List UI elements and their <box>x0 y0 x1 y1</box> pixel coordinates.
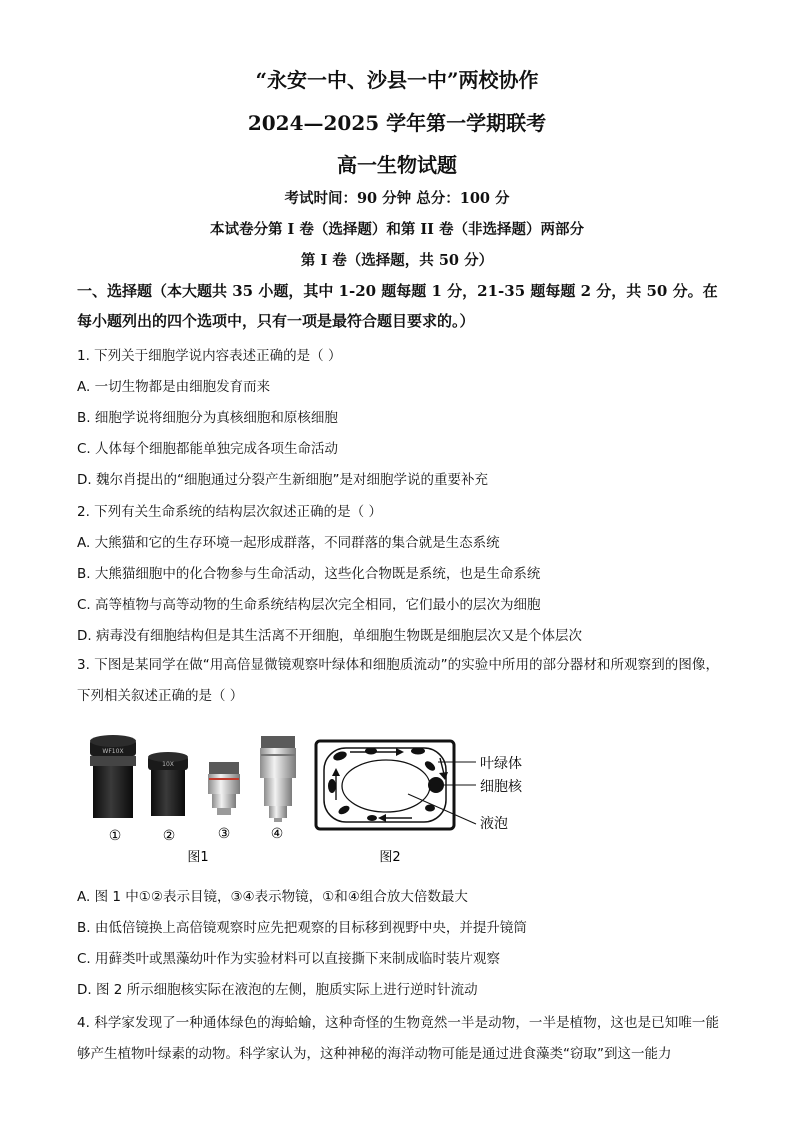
fig2-caption: 图2 <box>379 850 401 865</box>
fig2-label-chloroplast: 叶绿体 <box>480 756 522 772</box>
question-2-option-a: A. 大熊猫和它的生存环境一起形成群落，不同群落的集合就是生态系统 <box>77 535 500 551</box>
eyepiece-1-text: WF10X <box>102 748 124 755</box>
question-3-option-d: D. 图 2 所示细胞核实际在液泡的左侧，胞质实际上进行逆时针流动 <box>77 982 478 998</box>
exam-info: 考试时间：90 分钟 总分：100 分 <box>284 190 510 207</box>
figure-svg <box>78 728 548 868</box>
question-1-option-c: C. 人体每个细胞都能单独完成各项生命活动 <box>77 441 339 457</box>
section1-instructions: 一、选择题（本大题共 35 小题，其中 1-20 题每题 1 分，21-35 题每题 2 分，共 50 分。在每小题列出的四个选项中，只有一项是最符合题目要求的。） <box>77 282 718 330</box>
question-3-option-c: C. 用藓类叶或黑藻幼叶作为实验材料可以直接撕下来制成临时装片观察 <box>77 951 501 967</box>
fig1-label-2: ② <box>162 828 176 844</box>
question-2-option-d: D. 病毒没有细胞结构但是其生活离不开细胞，单细胞生物既是细胞层次又是个体层次 <box>77 628 582 644</box>
question-1-option-b: B. 细胞学说将细胞分为真核细胞和原核细胞 <box>77 410 338 426</box>
plant-cell-diagram <box>316 741 476 829</box>
paper-parts: 本试卷分第 I 卷（选择题）和第 II 卷（非选择题）两部分 <box>209 221 585 238</box>
question-2-stem: 2. 下列有关生命系统的结构层次叙述正确的是（ ） <box>77 504 382 520</box>
exam-title-term: 2024—2025 学年第一学期联考 <box>247 111 547 135</box>
question-1-option-d: D. 魏尔肖提出的“细胞通过分裂产生新细胞”是对细胞学说的重要补充 <box>77 472 488 488</box>
fig2-label-vacuole: 液泡 <box>480 816 508 832</box>
objective-4-image <box>260 736 296 822</box>
question-3-option-b: B. 由低倍镜换上高倍镜观察时应先把观察的目标移到视野中央，并提升镜筒 <box>77 920 527 936</box>
question-2-option-b: B. 大熊猫细胞中的化合物参与生命活动，这些化合物既是系统，也是生命系统 <box>77 566 541 582</box>
question-4-stem: 4. 科学家发现了一种通体绿色的海蛤蝓，这种奇怪的生物竟然一半是动物，一半是植物，这也是已知唯一能够产生植物叶绿素的动物。科学家认为，这种神秘的海洋动物可能是通过进食藻类“窃取”到这一能力 <box>77 1015 719 1062</box>
objective-3-image <box>208 762 240 815</box>
question-3-option-a: A. 图 1 中①②表示目镜，③④表示物镜，①和④组合放大倍数最大 <box>77 889 468 905</box>
eyepiece-2-text: 10X <box>162 761 174 768</box>
fig1-label-3: ③ <box>217 826 231 842</box>
fig1-label-4: ④ <box>270 826 284 842</box>
fig1-label-1: ① <box>108 828 122 844</box>
fig1-caption: 图1 <box>187 850 209 865</box>
fig2-label-nucleus: 细胞核 <box>480 779 522 795</box>
part1-title: 第 I 卷（选择题，共 50 分） <box>300 252 494 269</box>
question-3-stem: 3. 下图是某同学在做“用高倍显微镜观察叶绿体和细胞质流动”的实验中所用的部分器材和所观察到的图像，下列相关叙述正确的是（ ） <box>77 657 719 704</box>
exam-title-subject: 高一生物试题 <box>337 153 457 177</box>
eyepiece-1-image <box>90 735 136 818</box>
question-1-stem: 1. 下列关于细胞学说内容表述正确的是（ ） <box>77 348 342 364</box>
exam-title-schools: “永安一中、沙县一中”两校协作 <box>255 68 539 92</box>
question-3-figure <box>78 728 548 868</box>
eyepiece-2-image <box>148 752 188 816</box>
question-2-option-c: C. 高等植物与高等动物的生命系统结构层次完全相同，它们最小的层次为细胞 <box>77 597 541 613</box>
question-1-option-a: A. 一切生物都是由细胞发育而来 <box>77 379 271 395</box>
